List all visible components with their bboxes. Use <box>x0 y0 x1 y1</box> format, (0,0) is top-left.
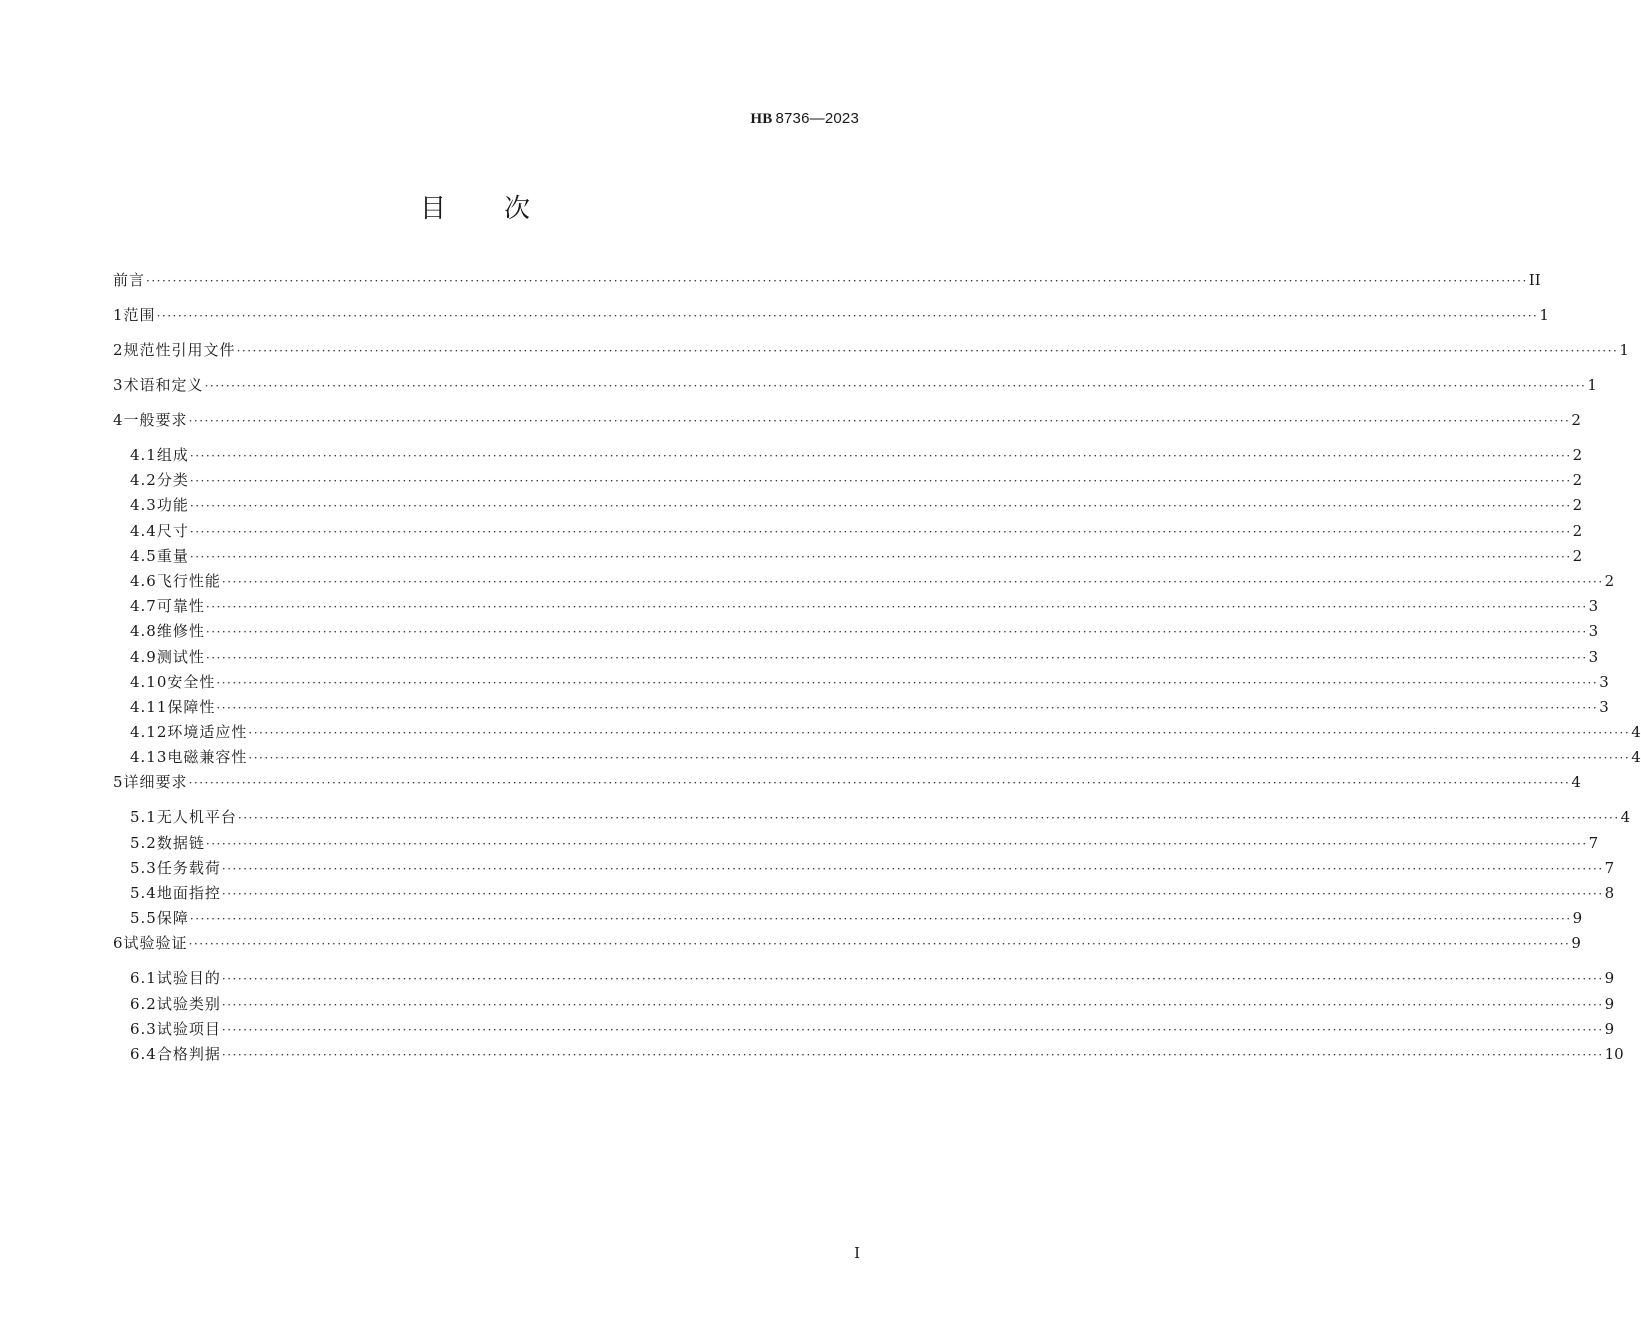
toc-entry-page: 8 <box>1604 884 1615 902</box>
toc-leader-dots: ···································································································································································································································································· <box>189 912 1572 927</box>
toc-entry-number: 6.4 <box>130 1044 157 1063</box>
toc-entry-title: 试验验证 <box>123 934 188 953</box>
toc-entry-page: 4 <box>1571 773 1581 792</box>
toc-leader-dots: ···································································································································································································································································· <box>189 524 1572 539</box>
toc-entry-title: 前言 <box>113 271 146 289</box>
toc-leader-dots: ···································································································································································································································································· <box>205 625 1588 640</box>
page-title: 目次 <box>419 194 588 224</box>
toc-entry[interactable] <box>113 772 1581 807</box>
toc-subentry[interactable] <box>113 546 1583 571</box>
toc-entry-number: 1 <box>113 306 124 324</box>
toc-entry-title: 可靠性 <box>156 597 205 616</box>
toc-entry-page: 3 <box>1588 597 1599 616</box>
toc-entry-page: 7 <box>1588 833 1599 852</box>
toc-leader-dots: ···································································································································································································································································· <box>221 861 1604 876</box>
toc-entry-number: 5.1 <box>130 808 157 827</box>
toc-entry-number: 2 <box>113 341 124 359</box>
toc-entry-page: 9 <box>1604 969 1615 988</box>
toc-entry-number: 4.9 <box>130 647 157 666</box>
toc-entry-title: 详细要求 <box>123 773 188 792</box>
toc-entry-page: 2 <box>1572 496 1583 515</box>
toc-entry-number: 3 <box>113 376 124 394</box>
toc-subentry[interactable] <box>113 908 1583 933</box>
toc-entry-title: 一般要求 <box>123 411 188 429</box>
toc-leader-dots: ···································································································································································································································································· <box>189 549 1572 564</box>
toc-entry-title: 飞行性能 <box>156 571 221 590</box>
table-of-contents <box>113 270 1641 1069</box>
toc-entry-number: 6 <box>113 934 124 953</box>
toc-entry-title: 试验项目 <box>156 1019 221 1038</box>
toc-subentry[interactable] <box>113 883 1615 908</box>
toc-entry-title: 保障性 <box>167 697 216 716</box>
toc-entry-title: 维修性 <box>156 622 205 641</box>
toc-subentry[interactable] <box>113 747 1641 772</box>
toc-entry-page: 2 <box>1572 521 1583 540</box>
toc-entry-number: 5.3 <box>130 858 157 877</box>
toc-entry-page: 4 <box>1631 748 1641 767</box>
toc-leader-dots: ···································································································································································································································································· <box>216 700 1599 715</box>
toc-entry-number: 4.2 <box>130 471 157 490</box>
toc-entry[interactable] <box>113 305 1549 340</box>
toc-entry-number: 4.4 <box>130 521 157 540</box>
toc-entry[interactable] <box>113 933 1581 968</box>
toc-leader-dots: ···································································································································································································································································· <box>221 1022 1604 1037</box>
toc-entry-title: 无人机平台 <box>156 808 237 827</box>
toc-subentry[interactable] <box>113 1019 1615 1044</box>
toc-entry-page: 3 <box>1599 672 1609 691</box>
toc-subentry[interactable] <box>113 807 1631 832</box>
toc-entry-number: 4.11 <box>130 697 168 716</box>
toc-entry-number: 6.1 <box>130 969 157 988</box>
toc-entry[interactable] <box>113 270 1541 305</box>
toc-entry-title: 重量 <box>156 546 189 565</box>
toc-entry-page: 3 <box>1599 697 1609 716</box>
toc-entry-page: II <box>1528 271 1541 289</box>
toc-entry-page: 2 <box>1571 411 1581 429</box>
toc-entry-title: 组成 <box>156 446 189 464</box>
toc-leader-dots: ···································································································································································································································································· <box>237 811 1620 826</box>
toc-leader-dots: ···································································································································································································································································· <box>205 836 1588 851</box>
toc-entry-page: 3 <box>1588 622 1599 641</box>
toc-entry[interactable] <box>113 410 1581 445</box>
toc-entry-number: 4.12 <box>130 723 168 742</box>
toc-leader-dots: ···································································································································································································································································· <box>188 776 1571 791</box>
toc-leader-dots: ···································································································································································································································································· <box>248 751 1631 766</box>
toc-subentry[interactable] <box>113 1044 1624 1069</box>
toc-leader-dots: ···································································································································································································································································· <box>216 675 1599 690</box>
toc-subentry[interactable] <box>113 470 1583 495</box>
toc-entry-page: 9 <box>1571 934 1581 953</box>
toc-entry-title: 任务载荷 <box>156 858 221 877</box>
toc-entry-number: 5.4 <box>130 884 157 902</box>
toc-entry-title: 环境适应性 <box>167 723 248 742</box>
toc-entry-title: 安全性 <box>167 672 216 691</box>
toc-entry-page: 1 <box>1539 306 1549 324</box>
toc-subentry[interactable] <box>113 858 1615 883</box>
toc-leader-dots: ···································································································································································································································································· <box>236 344 1619 358</box>
toc-entry-page: 4 <box>1631 723 1641 742</box>
standard-prefix: HB <box>750 111 773 127</box>
toc-entry[interactable] <box>113 340 1629 375</box>
toc-entry-page: 1 <box>1619 341 1629 359</box>
toc-entry-page: 9 <box>1604 1019 1615 1038</box>
toc-subentry[interactable] <box>113 571 1615 596</box>
toc-entry-title: 术语和定义 <box>123 376 204 394</box>
toc-leader-dots: ···································································································································································································································································· <box>205 600 1588 615</box>
toc-leader-dots: ···································································································································································································································································· <box>205 650 1588 665</box>
toc-subentry[interactable] <box>113 994 1615 1019</box>
toc-subentry[interactable] <box>113 521 1583 546</box>
toc-entry-number: 4 <box>113 411 124 429</box>
toc-entry-number: 5 <box>113 773 124 792</box>
toc-entry-title: 范围 <box>123 306 156 324</box>
toc-leader-dots: ···································································································································································································································································· <box>146 274 1528 288</box>
toc-entry-page: 3 <box>1588 647 1599 666</box>
toc-entry-page: 2 <box>1572 446 1583 464</box>
toc-entry-page: 10 <box>1604 1044 1624 1063</box>
toc-entry-title: 保障 <box>156 909 189 928</box>
toc-subentry[interactable] <box>113 596 1599 621</box>
toc-entry-title: 合格判据 <box>156 1044 221 1063</box>
toc-entry-number: 4.5 <box>130 546 157 565</box>
standard-number: 8736—2023 <box>775 110 859 127</box>
toc-entry-number: 5.2 <box>130 833 157 852</box>
toc-entry-number: 4.10 <box>130 672 168 691</box>
toc-subentry[interactable] <box>113 722 1641 747</box>
toc-leader-dots: ···································································································································································································································································· <box>204 379 1587 393</box>
toc-entry-page: 1 <box>1587 376 1597 394</box>
document-code <box>750 110 859 128</box>
toc-entry-page: 4 <box>1620 808 1631 827</box>
toc-entry[interactable] <box>113 375 1597 410</box>
toc-subentry[interactable] <box>113 697 1609 722</box>
toc-entry-number: 4.3 <box>130 496 157 515</box>
toc-leader-dots: ···································································································································································································································································· <box>188 414 1571 428</box>
toc-entry-title: 尺寸 <box>156 521 189 540</box>
toc-subentry[interactable] <box>113 968 1615 993</box>
toc-leader-dots: ···································································································································································································································································· <box>221 887 1604 901</box>
toc-entry-number: 4.7 <box>130 597 157 616</box>
toc-entry-number: 6.3 <box>130 1019 157 1038</box>
toc-entry-number: 4.1 <box>130 446 157 464</box>
footer-page-number: I <box>854 1244 860 1262</box>
toc-leader-dots: ···································································································································································································································································· <box>221 972 1604 987</box>
toc-entry-page: 2 <box>1572 546 1583 565</box>
toc-entry-title: 规范性引用文件 <box>123 341 236 359</box>
toc-entry-title: 试验类别 <box>156 994 221 1013</box>
toc-leader-dots: ···································································································································································································································································· <box>221 574 1604 589</box>
toc-leader-dots: ···································································································································································································································································· <box>221 1047 1604 1062</box>
toc-entry-title: 电磁兼容性 <box>167 748 248 767</box>
toc-entry-title: 试验目的 <box>156 969 221 988</box>
toc-entry-page: 2 <box>1572 471 1583 490</box>
toc-entry-title: 分类 <box>156 471 189 490</box>
toc-entry-page: 9 <box>1572 909 1583 928</box>
toc-entry-page: 2 <box>1604 571 1615 590</box>
toc-entry-title: 地面指控 <box>156 884 221 902</box>
toc-entry-number: 4.13 <box>130 748 168 767</box>
toc-entry-title: 测试性 <box>156 647 205 666</box>
toc-leader-dots: ···································································································································································································································································· <box>189 449 1572 463</box>
toc-entry-number: 4.8 <box>130 622 157 641</box>
toc-entry-number: 6.2 <box>130 994 157 1013</box>
toc-leader-dots: ···································································································································································································································································· <box>188 937 1571 952</box>
toc-entry-title: 数据链 <box>156 833 205 852</box>
toc-subentry[interactable] <box>113 621 1599 646</box>
toc-entry-page: 7 <box>1604 858 1615 877</box>
toc-subentry[interactable] <box>113 445 1583 470</box>
toc-subentry[interactable] <box>113 833 1599 858</box>
toc-subentry[interactable] <box>113 672 1609 697</box>
toc-entry-page: 9 <box>1604 994 1615 1013</box>
toc-leader-dots: ···································································································································································································································································· <box>189 499 1572 514</box>
toc-entry-number: 4.6 <box>130 571 157 590</box>
toc-subentry[interactable] <box>113 647 1599 672</box>
toc-leader-dots: ···································································································································································································································································· <box>248 726 1631 741</box>
toc-subentry[interactable] <box>113 495 1583 520</box>
toc-leader-dots: ···································································································································································································································································· <box>156 309 1539 323</box>
toc-leader-dots: ···································································································································································································································································· <box>189 474 1572 489</box>
toc-leader-dots: ···································································································································································································································································· <box>221 997 1604 1012</box>
toc-entry-title: 功能 <box>156 496 189 515</box>
toc-entry-number: 5.5 <box>130 909 157 928</box>
